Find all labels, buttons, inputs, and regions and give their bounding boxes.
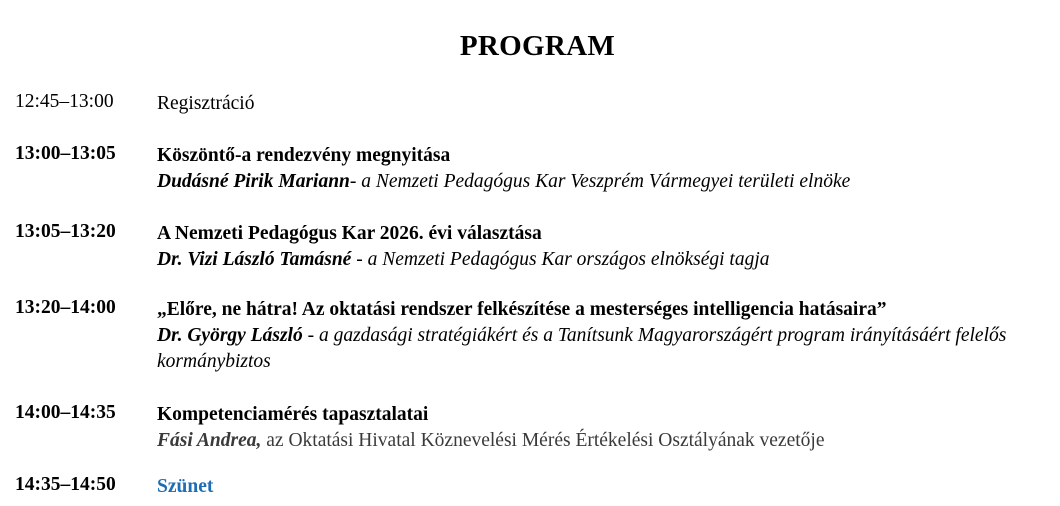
speaker-name: Dudásné Pirik Mariann <box>157 171 350 192</box>
speaker-role: - a gazdasági stratégiákért és a Tanítsunk Magyarországért program irányításáért felelős kormánybiztos <box>157 325 1007 372</box>
speaker-line <box>157 428 1037 454</box>
speaker-line <box>157 169 1037 195</box>
speaker-role: - a Nemzeti Pedagógus Kar országos elnökségi tagja <box>351 249 770 270</box>
program-heading: A Nemzeti Pedagógus Kar 2026. évi választása <box>157 223 542 244</box>
time-slot: 13:05–13:20 <box>15 221 116 242</box>
program-heading: Kompetenciamérés tapasztalatai <box>157 404 429 425</box>
break-label: Szünet <box>157 476 214 497</box>
speaker-name: Fási Andrea, <box>157 430 262 451</box>
time-slot: 14:35–14:50 <box>15 474 116 495</box>
time-slot: 13:00–13:05 <box>15 143 116 164</box>
program-heading: Regisztráció <box>157 93 255 114</box>
program-heading: „Előre, ne hátra! Az oktatási rendszer felkészítése a mesterséges intelligencia hatásaira” <box>157 299 887 320</box>
speaker-line <box>157 247 1037 273</box>
time-slot: 12:45–13:00 <box>15 91 114 112</box>
time-slot: 13:20–14:00 <box>15 297 116 318</box>
speaker-name: Dr. Vizi László Tamásné <box>157 249 352 270</box>
speaker-role: - a Nemzeti Pedagógus Kar Veszprém Vármegyei területi elnöke <box>349 171 851 192</box>
program-heading: Köszöntő-a rendezvény megnyitása <box>157 145 451 166</box>
speaker-name: Dr. György László <box>157 325 303 346</box>
speaker-line <box>157 323 1037 375</box>
page-title: PROGRAM <box>459 30 616 62</box>
speaker-role: az Oktatási Hivatal Köznevelési Mérés Értékelési Osztályának vezetője <box>261 430 825 451</box>
time-slot: 14:00–14:35 <box>15 402 116 423</box>
